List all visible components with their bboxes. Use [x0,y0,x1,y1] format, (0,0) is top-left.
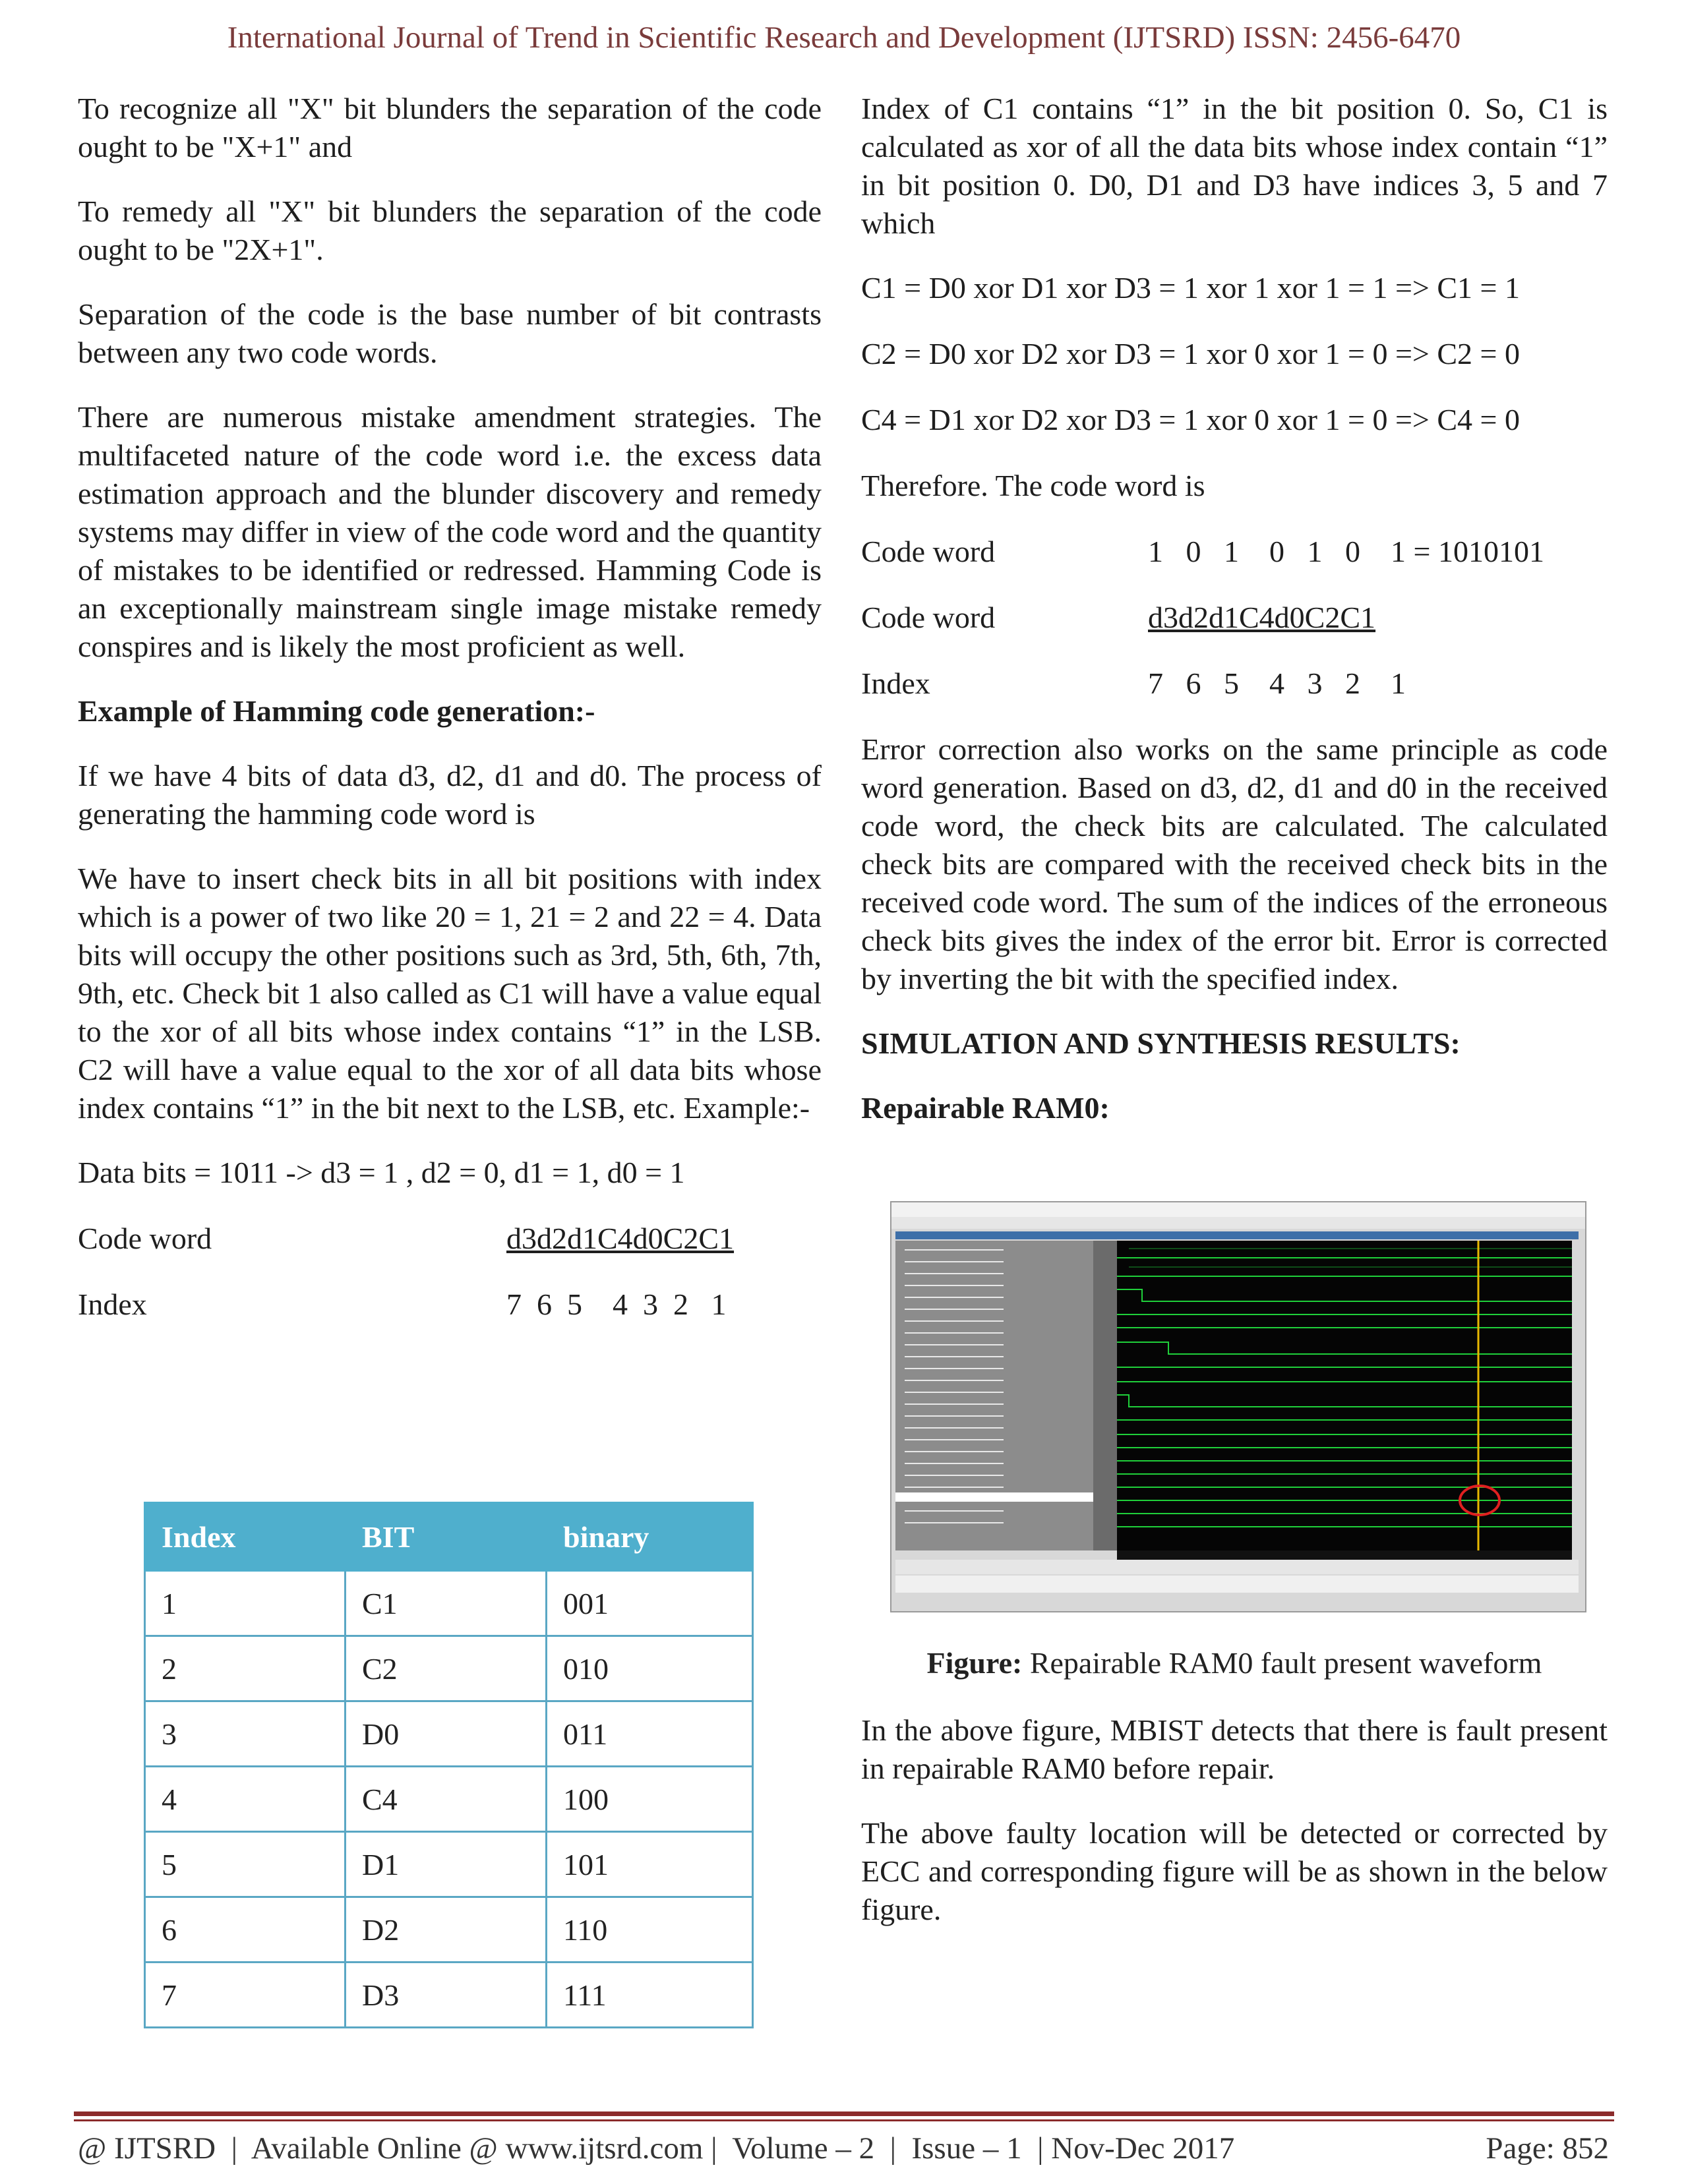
table-row [145,1701,753,1767]
paragraph: In the above figure, MBIST detects that there is fault present in repairable RAM0 before repair. [861,1713,1608,1785]
table-cell: C1 [346,1571,547,1636]
paragraph: To recognize all "X" bit blunders the separation of the code ought to be "X+1" and [78,92,822,163]
paragraph: There are numerous mistake amendment strategies. The multifaceted nature of the code word i.e. the excess data estimation approach and the blunder discovery and remedy systems may differ in view of the code word and the quantity of mistakes to be identified or redressed. Hamming Code is an exceptionally mainstream single image mistake remedy conspires and is likely the most proficient as well. [78,400,822,663]
index-row [861,664,1608,703]
table-cell: 101 [547,1832,753,1897]
footer-info: @ IJTSRD | Available Online @ www.ijtsrd.com | Volume – 2 | Issue – 1 | Nov-Dec 2017 [78,2131,1235,2166]
subsection-heading: Repairable RAM0: [861,1091,1110,1125]
index-value: 7 6 5 4 3 2 1 [1148,666,1406,700]
codeword-label: Code word [861,601,996,634]
table-cell: 011 [547,1701,753,1767]
paragraph: Separation of the code is the base number of bit contrasts between any two code words. [78,297,822,369]
section-heading: SIMULATION AND SYNTHESIS RESULTS: [861,1026,1461,1060]
table-cell: 4 [145,1767,346,1832]
paragraph: The above faulty location will be detected or corrected by ECC and corresponding figure will be as shown in the below figure. [861,1816,1608,1926]
waveform-screenshot-image [891,1202,1585,1611]
paragraph: To remedy all "X" bit blunders the separation of the code ought to be "2X+1". [78,194,822,266]
table-cell: 5 [145,1832,346,1897]
table-header: Index [145,1503,346,1571]
paragraph: Index of C1 contains “1” in the bit position 0. So, C1 is calculated as xor of all the data bits whose index contain “1” in bit position 0. D0, D1 and D3 have indices 3, 5 and 7 which [861,92,1608,240]
codeword-label: Code word [78,1222,212,1255]
page-number: Page: 852 [1486,2131,1609,2166]
table-cell: C4 [346,1767,547,1832]
left-column [78,90,822,1351]
codeword-value: d3d2d1C4d0C2C1 [1148,601,1376,634]
table-cell: 010 [547,1636,753,1701]
table-cell: 2 [145,1636,346,1701]
table-row [145,1832,753,1897]
paragraph: Error correction also works on the same principle as code word generation. Based on d3, d2, d1 and d0 in the received code word, the check bits are calculated. The calculated check bits are compared with the received check bits in the received code word. The sum of the indices of the erroneous check bits gives the index of the error bit. Error is corrected by inverting the bit with the specified index. [861,732,1608,995]
section-heading: Example of Hamming code generation:- [78,694,595,728]
table-row [145,1767,753,1832]
codeword-binary-row [861,533,1608,571]
footer-rule [74,2111,1614,2116]
table-cell: D0 [346,1701,547,1767]
codeword-value: d3d2d1C4d0C2C1 [506,1222,735,1255]
table-cell: 1 [145,1571,346,1636]
table-row [145,1571,753,1636]
page-footer [78,2131,1609,2166]
table-row [145,1963,753,2028]
codeword-row [861,599,1608,637]
codeword-row [78,1220,822,1258]
table-cell: D1 [346,1832,547,1897]
table-header: BIT [346,1503,547,1571]
table-header: binary [547,1503,753,1571]
table-row [145,1636,753,1701]
right-column-bottom [861,1711,1608,1955]
table-cell: 6 [145,1897,346,1963]
paragraph: If we have 4 bits of data d3, d2, d1 and d0. The process of generating the hamming code word is [78,759,822,831]
hamming-table [144,1502,754,2028]
table-cell: 110 [547,1897,753,1963]
waveform-figure [890,1201,1586,1612]
index-value: 7 6 5 4 3 2 1 [506,1287,727,1321]
footer-rule [74,2119,1614,2121]
table-cell: 100 [547,1767,753,1832]
right-column [861,90,1608,1154]
equation-c4: C4 = D1 xor D2 xor D3 = 1 xor 0 xor 1 = 0 => C4 = 0 [861,403,1520,436]
table-cell: 3 [145,1701,346,1767]
table-cell: C2 [346,1636,547,1701]
codeword-label: Code word [861,535,996,568]
table-header-row [145,1503,753,1571]
therefore-line: Therefore. The code word is [861,469,1205,502]
table-row [145,1897,753,1963]
paragraph: We have to insert check bits in all bit positions with index which is a power of two like 20 = 1, 21 = 2 and 22 = 4. Data bits will occupy the other positions such as 3rd, 5th, 6th, 7th, 9th, etc. Check bit 1 also called as C1 will have a value equal to the xor of all bits whose index contains “1” in the LSB. C2 will have a value equal to the xor of all data bits whose index contains “1” in the bit next to the LSB, etc. Example:- [78,862,822,1125]
figure-caption: Figure: Repairable RAM0 fault present waveform [926,1646,1542,1680]
index-label: Index [78,1287,147,1321]
data-bits-line: Data bits = 1011 -> d3 = 1 , d2 = 0, d1 = 1, d0 = 1 [78,1156,685,1189]
equation-c2: C2 = D0 xor D2 xor D3 = 1 xor 0 xor 1 = 0 => C2 = 0 [861,337,1520,370]
table-cell: 001 [547,1571,753,1636]
table-cell: 7 [145,1963,346,2028]
equation-c1: C1 = D0 xor D1 xor D3 = 1 xor 1 xor 1 = 1 => C1 = 1 [861,271,1520,305]
table-cell: 111 [547,1963,753,2028]
index-row [78,1285,822,1324]
journal-header: International Journal of Trend in Scientific Research and Development (IJTSRD) ISSN: 2456-6470 [227,20,1461,55]
index-label: Index [861,666,930,700]
table-cell: D3 [346,1963,547,2028]
codeword-binary-value: 1 0 1 0 1 0 1 = 1010101 [1148,535,1544,568]
table-cell: D2 [346,1897,547,1963]
